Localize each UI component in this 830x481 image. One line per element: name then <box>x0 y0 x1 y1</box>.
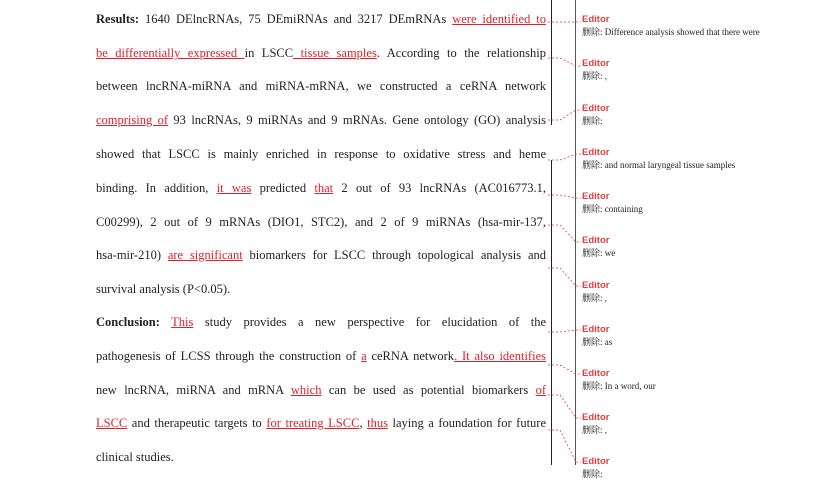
section-heading[interactable]: Conclusion: <box>96 315 160 329</box>
tracked-insertion[interactable]: for treating LSCC <box>266 416 360 430</box>
deletion-label: 删除: <box>582 469 603 479</box>
deleted-text: containing <box>602 204 643 214</box>
comment-connector-line <box>548 58 581 66</box>
comment-author: Editor <box>582 58 610 69</box>
comment-author: Editor <box>582 147 610 158</box>
document-text[interactable]: predicted <box>251 181 315 195</box>
document-text[interactable]: C00299), 2 out of 9 mRNAs (DIO1, STC2), and 2 of 9 miRNAs (hsa-mir-137, <box>96 215 546 229</box>
deletion-label: 删除: <box>582 337 603 347</box>
document-text[interactable]: binding. In addition, <box>96 181 217 195</box>
document-text[interactable]: laying a foundation for future <box>387 416 546 430</box>
document-text[interactable]: , <box>359 416 368 430</box>
comment-author: Editor <box>582 368 610 379</box>
document-text[interactable]: clinical studies. <box>96 450 174 464</box>
deleted-text: and normal laryngeal tissue samples <box>602 160 736 170</box>
document-text[interactable]: biomarkers for LSCC through topological analysis and <box>242 248 546 262</box>
tracked-insertion[interactable]: tissue samples <box>293 46 377 60</box>
comment-connector-line <box>548 395 581 418</box>
comment-author: Editor <box>582 280 610 291</box>
deletion-label: 删除: <box>582 293 603 303</box>
tracked-insertion[interactable]: which <box>290 383 322 397</box>
tracked-insertion[interactable]: thus <box>367 416 388 430</box>
comment-connector-line <box>548 268 581 286</box>
deletion-label: 删除: <box>582 425 603 435</box>
document-text[interactable]: survival analysis (P<0.05). <box>96 282 231 296</box>
tracked-insertion[interactable]: a <box>361 349 367 363</box>
deleted-text: Difference analysis showed that there were <box>602 27 760 37</box>
document-text[interactable]: in LSCC <box>244 46 294 60</box>
comment-author: Editor <box>582 103 610 114</box>
document-text[interactable]: . According to the relationship <box>376 46 546 60</box>
comment-author: Editor <box>582 14 610 25</box>
deleted-text: , <box>602 425 608 435</box>
comment-author: Editor <box>582 412 610 423</box>
deletion-label: 删除: <box>582 248 603 258</box>
deleted-text: In a word, our <box>602 381 656 391</box>
deletion-label: 删除: <box>582 71 603 81</box>
comment-connector-line <box>548 225 581 242</box>
comment-author: Editor <box>582 456 610 467</box>
comment-connector-line <box>548 430 581 462</box>
comment-author: Editor <box>582 235 610 246</box>
document-text[interactable]: 93 lncRNAs, 9 miRNAs and 9 mRNAs. Gene ontology (GO) analysis <box>168 113 546 127</box>
section-heading[interactable]: Results: <box>96 12 140 26</box>
document-text[interactable]: ceRNA network <box>366 349 455 363</box>
tracked-insertion[interactable]: LSCC <box>96 416 128 430</box>
document-text[interactable]: study provides a new perspective for elucidation of the <box>193 315 546 329</box>
deletion-label: 删除: <box>582 27 603 37</box>
document-text[interactable]: pathogenesis of LCSS through the construction of <box>96 349 362 363</box>
comment-connector-line <box>548 365 581 374</box>
document-text[interactable]: 2 out of 93 lncRNAs (AC016773.1, <box>333 181 546 195</box>
tracked-insertion[interactable]: it was <box>216 181 252 195</box>
deletion-label: 删除: <box>582 160 603 170</box>
comment-connector-line <box>548 195 581 198</box>
deleted-text: as <box>602 337 613 347</box>
deleted-text: , <box>602 71 608 81</box>
comment-connector-line <box>548 154 581 160</box>
comment-author: Editor <box>582 191 610 202</box>
tracked-insertion[interactable]: are significant <box>167 248 243 262</box>
tracked-insertion[interactable]: of <box>535 383 546 397</box>
document-text[interactable]: 1640 DElncRNAs, 75 DEmiRNAs and 3217 DEmRNAs <box>139 12 453 26</box>
deletion-label: 删除: <box>582 116 603 126</box>
document-text[interactable]: new lncRNA, miRNA and mRNA <box>96 383 291 397</box>
deletion-label: 删除: <box>582 381 603 391</box>
comment-deletion-text <box>582 468 827 481</box>
tracked-insertion[interactable]: that <box>314 181 334 195</box>
document-text[interactable]: and therapeutic targets to <box>127 416 267 430</box>
comment-connector-line <box>548 330 581 332</box>
document-text[interactable]: between lncRNA-miRNA and miRNA-mRNA, we constructed a ceRNA network <box>96 79 546 93</box>
deleted-text: , <box>602 293 608 303</box>
tracked-insertion[interactable]: were identified to <box>452 12 546 26</box>
comment-author: Editor <box>582 324 610 335</box>
document-text[interactable]: can be used as potential biomarkers <box>321 383 536 397</box>
deleted-text: we <box>602 248 616 258</box>
deletion-label: 删除: <box>582 204 603 214</box>
tracked-insertion[interactable]: This <box>171 315 194 329</box>
comment-connector-line <box>548 110 581 120</box>
tracked-insertion[interactable]: comprising of <box>96 113 169 127</box>
tracked-insertion[interactable]: be differentially expressed <box>96 46 245 60</box>
tracked-insertion[interactable]: . It also identifies <box>454 349 546 363</box>
document-text[interactable]: hsa-mir-210) <box>96 248 168 262</box>
document-text[interactable]: showed that LSCC is mainly enriched in response to oxidative stress and heme <box>96 147 546 161</box>
